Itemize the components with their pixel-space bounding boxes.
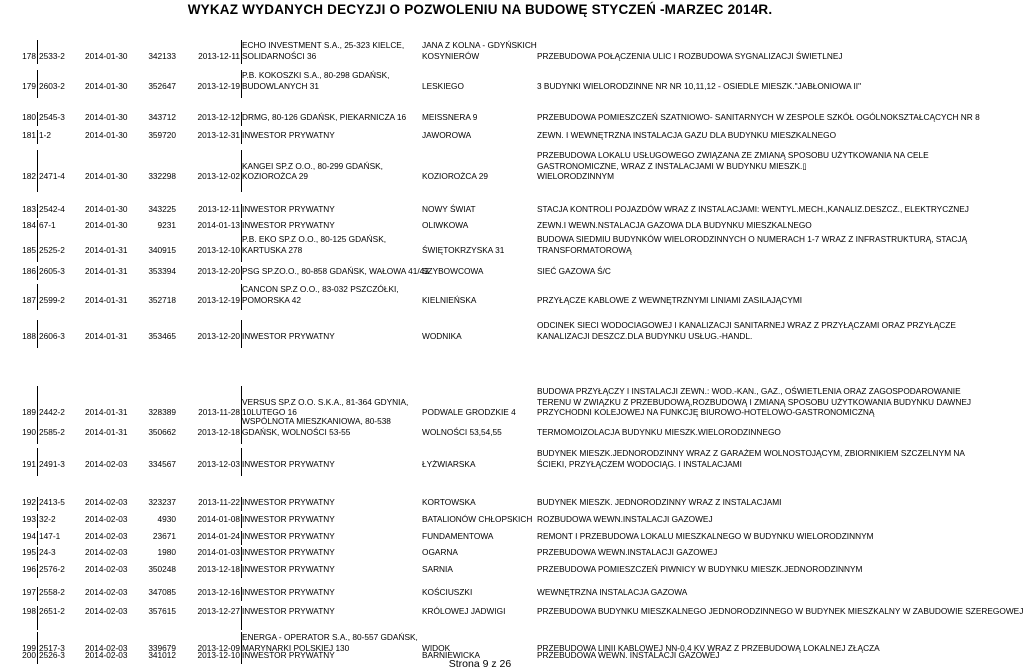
investor-line: WSPÓLNOTA MIESZKANIOWA, 80-538 — [242, 416, 391, 426]
issue-date: 2014-01-30 — [85, 171, 128, 181]
case-number: 2651-2 — [39, 606, 65, 616]
location-line: OLIWKOWA — [422, 220, 469, 230]
description-line: BUDOWA SIEDMIU BUDYNKÓW WIELORODZINNYCH O NUMERACH 1-7 WRAZ Z INFRASTRUKTURĄ, STACJĄ — [537, 234, 968, 244]
issue-date: 2014-01-30 — [85, 80, 128, 91]
issue-date: 2014-01-30 — [85, 130, 128, 140]
column-divider — [37, 564, 38, 578]
row-number: 197 — [22, 587, 36, 597]
issue-date: 2014-01-31 — [85, 244, 128, 255]
description-line: PRZEBUDOWA POMIESZCZEŃ SZATNIOWO- SANITARNYCH W ZESPOLE SZKÓŁ OGÓLNOKSZTAŁCĄCYCH NR 8 — [537, 112, 980, 122]
description-line: BUDOWA PRZYŁĄCZY I INSTALACJI ZEWN.: WOD.-KAN., GAZ., OŚWIETLENIA ORAZ ZAGOSPODAROWANIE — [537, 386, 961, 396]
investor-line: INWESTOR PRYWATNY — [242, 650, 335, 660]
decision-date: 2013-12-11 — [198, 50, 240, 61]
decision-number: 334567 — [148, 458, 176, 469]
issue-date: 2014-02-03 — [85, 606, 128, 616]
investor-line: BUDOWLANYCH 31 — [242, 80, 319, 91]
column-divider — [37, 606, 38, 630]
case-number: 2533-2 — [39, 50, 65, 61]
decision-date: 2013-12-19 — [197, 80, 240, 91]
investor-line: GDAŃSK, WOLNOŚCI 53-55 — [242, 426, 351, 437]
page-title: WYKAZ WYDANYCH DECYZJI O POZWOLENIU NA BUDOWĘ STYCZEŃ -MARZEC 2014R. — [187, 2, 773, 17]
location-line: JAWOROWA — [422, 130, 472, 140]
issue-date: 2014-01-30 — [85, 112, 128, 122]
description-line: WIELORODZINNYM — [537, 171, 614, 181]
column-divider — [37, 514, 38, 528]
column-divider — [37, 204, 38, 218]
decision-number: 328389 — [148, 407, 176, 417]
description-line: ŚCIEKI, PRZYŁĄCZEM WODOCIĄG. I INSTALACJAMI — [537, 458, 742, 469]
case-number: 2545-3 — [39, 112, 65, 122]
column-divider — [37, 40, 38, 64]
row-number: 193 — [22, 514, 36, 524]
decision-number: 353465 — [148, 330, 176, 341]
column-divider — [37, 220, 38, 234]
decision-number: 353394 — [148, 266, 176, 276]
decision-date: 2013-12-18 — [197, 426, 240, 437]
location-line: BATALIONÓW CHŁOPSKICH — [422, 514, 533, 524]
table-row — [22, 284, 958, 310]
case-number: 2491-3 — [39, 458, 65, 469]
row-number: 192 — [22, 497, 36, 507]
table-row — [22, 150, 958, 192]
case-number: 2525-2 — [39, 244, 65, 255]
location-line: WODNIKA — [422, 330, 462, 341]
row-number: 187 — [22, 294, 36, 305]
row-number: 183 — [22, 204, 36, 214]
decision-number: 4930 — [157, 514, 176, 524]
row-number: 199 — [22, 642, 36, 653]
investor-line: PSG SP.ZO.O., 80-858 GDAŃSK, WAŁOWA 41/43 — [242, 266, 429, 276]
issue-date: 2014-02-03 — [85, 547, 128, 557]
decision-date: 2013-12-20 — [197, 330, 240, 341]
column-divider — [37, 547, 38, 561]
table-row — [22, 606, 1023, 630]
column-divider — [37, 531, 38, 545]
row-number: 191 — [22, 458, 36, 469]
investor-line: DRMG, 80-126 GDAŃSK, PIEKARNICZA 16 — [242, 112, 407, 122]
decision-number: 352718 — [148, 294, 176, 305]
description-line: PRZYCHODNI KOLEJOWEJ NA FUNKCJĘ BIUROWO-HOTELOWO-GASTRONOMICZNĄ — [537, 407, 875, 417]
decision-number: 359720 — [148, 130, 176, 140]
investor-line: INWESTOR PRYWATNY — [242, 330, 335, 341]
investor-line: POMORSKA 42 — [242, 294, 302, 305]
table-row — [22, 220, 958, 234]
table-row — [22, 234, 968, 262]
location-line: MEISSNERA 9 — [422, 112, 478, 122]
location-line: LESKIEGO — [422, 80, 464, 91]
location-line: ŁYŻWIARSKA — [422, 458, 476, 469]
investor-line: INWESTOR PRYWATNY — [242, 220, 335, 230]
table-row — [22, 204, 969, 218]
decision-date: 2013-12-12 — [197, 112, 240, 122]
decision-number: 1980 — [157, 547, 176, 557]
table-row — [22, 416, 958, 444]
issue-date: 2014-01-31 — [85, 294, 128, 305]
description-line: TERENU W ZWIĄZKU Z PRZEBUDOWĄ,ROZBUDOWĄ I ZMIANĄ SPOSOBU UŻYTKOWANIA BUDYNKU DAWNEJ — [537, 396, 972, 407]
investor-line: INWESTOR PRYWATNY — [242, 514, 335, 524]
description-line: TRANSFORMATOROWĄ — [537, 244, 632, 255]
decision-number: 339679 — [148, 642, 176, 653]
description-line: TERMOMOIZOLACJA BUDYNKU MIESZK.WIELORODZINNEGO — [537, 426, 781, 437]
column-divider — [37, 234, 38, 262]
table-row — [22, 564, 958, 578]
issue-date: 2014-02-03 — [85, 497, 128, 507]
column-divider — [37, 70, 38, 98]
column-divider — [37, 112, 38, 126]
row-number: 178 — [22, 50, 36, 61]
table-row — [22, 587, 958, 601]
row-number: 186 — [22, 266, 36, 276]
row-number: 195 — [22, 547, 36, 557]
decision-date: 2013-12-20 — [197, 266, 240, 276]
location-line: OGARNA — [422, 547, 458, 557]
location-line: KORTOWSKA — [422, 497, 476, 507]
issue-date: 2014-02-03 — [85, 531, 128, 541]
case-number: 2576-2 — [39, 564, 65, 574]
location-line: WOLNOŚCI 53,54,55 — [422, 426, 502, 437]
description-line: STACJA KONTROLI POJAZDÓW WRAZ Z INSTALACJAMI: WENTYL.MECH.,KANALIZ.DESZCZ., ELEKTRYCZNEJ — [537, 204, 969, 214]
issue-date: 2014-02-03 — [85, 650, 128, 660]
case-number: 2599-2 — [39, 294, 65, 305]
location-line: KOZIOROŻCA 29 — [422, 171, 488, 181]
location-line: KOŚCIUSZKI — [422, 587, 473, 597]
case-number: 2517-3 — [39, 642, 65, 653]
decision-date: 2013-12-31 — [197, 130, 240, 140]
location-line: SARNIA — [422, 564, 453, 574]
decision-number: 323237 — [148, 497, 176, 507]
decision-number: 350662 — [148, 426, 176, 437]
decision-number: 342133 — [148, 50, 176, 61]
description-line: ROZBUDOWA WEWN.INSTALACJI GAZOWEJ — [537, 514, 713, 524]
issue-date: 2014-02-03 — [85, 514, 128, 524]
row-number: 179 — [22, 80, 36, 91]
location-line: JANA Z KOLNA - GDYŃSKICH — [422, 40, 537, 50]
decision-date: 2013-11-22 — [198, 497, 240, 507]
investor-line: P.B. KOKOSZKI S.A., 80-298 GDAŃSK, — [242, 70, 390, 80]
table-row — [22, 448, 965, 476]
case-number: 2526-3 — [39, 650, 65, 660]
page-footer: Strona 9 z 26 — [448, 658, 512, 670]
decision-date: 2014-01-13 — [197, 220, 240, 230]
investor-line: 10LUTEGO 16 — [242, 407, 297, 417]
case-number: 2558-2 — [39, 587, 65, 597]
location-line: KOSYNIERÓW — [422, 50, 480, 61]
description-line: WEWNĘTRZNA INSTALACJA GAZOWA — [537, 587, 688, 597]
issue-date: 2014-02-03 — [85, 564, 128, 574]
table-row — [22, 40, 958, 64]
location-line: FUNDAMENTOWA — [422, 531, 494, 541]
decision-date: 2013-11-28 — [198, 407, 240, 417]
issue-date: 2014-01-31 — [85, 426, 128, 437]
investor-line: INWESTOR PRYWATNY — [242, 606, 335, 616]
decision-number: 347085 — [148, 587, 176, 597]
issue-date: 2014-01-30 — [85, 204, 128, 214]
decision-number: 332298 — [148, 171, 176, 181]
column-divider — [37, 587, 38, 601]
table-row — [22, 547, 958, 561]
column-divider — [37, 150, 38, 192]
description-line: SIEĆ GAZOWA Ś/C — [537, 266, 611, 276]
case-number: 32-2 — [39, 514, 56, 524]
decision-number: 352647 — [148, 80, 176, 91]
investor-line: INWESTOR PRYWATNY — [242, 497, 335, 507]
issue-date: 2014-01-30 — [85, 220, 128, 230]
table-row — [22, 320, 958, 348]
table-row — [22, 130, 958, 144]
description-line: PRZEBUDOWA LOKALU USŁUGOWEGO ZWIĄZANA ZE ZMIANĄ SPOSOBU UŻYTKOWANIA NA CELE — [537, 150, 929, 160]
row-number: 181 — [22, 130, 36, 140]
table-row — [22, 531, 958, 545]
investor-line: KANGEI SP.Z O.O., 80-299 GDAŃSK, — [242, 160, 383, 171]
decision-number: 23671 — [152, 531, 176, 541]
column-divider — [37, 266, 38, 280]
table-row — [22, 266, 958, 280]
investor-line: INWESTOR PRYWATNY — [242, 564, 335, 574]
row-number: 180 — [22, 112, 36, 122]
decision-date: 2014-01-08 — [197, 514, 240, 524]
location-line: NOWY ŚWIAT — [422, 204, 476, 214]
location-line: ŚWIĘTOKRZYSKA 31 — [422, 244, 505, 255]
investor-line: CANCON SP.Z O.O., 83-032 PSZCZÓŁKI, — [242, 284, 399, 294]
row-number: 190 — [22, 426, 36, 437]
case-number: 2585-2 — [39, 426, 65, 437]
location-line: KRÓLOWEJ JADWIGI — [422, 606, 506, 616]
column-divider — [37, 284, 38, 310]
case-number: 2413-5 — [39, 497, 65, 507]
location-line: SZYBOWCOWA — [422, 266, 484, 276]
issue-date: 2014-01-31 — [85, 330, 128, 341]
decision-number: 357615 — [148, 606, 176, 616]
investor-line: MARYNARKI POLSKIEJ 130 — [242, 642, 350, 653]
row-number: 188 — [22, 330, 36, 341]
description-line: 3 BUDYNKI WIELORODZINNE NR NR 10,11,12 - OSIEDLE MIESZK."JABŁONIOWA II" — [537, 80, 862, 91]
decision-number: 343225 — [148, 204, 176, 214]
issue-date: 2014-02-03 — [85, 587, 128, 597]
row-number: 200 — [22, 650, 36, 660]
decision-number: 350248 — [148, 564, 176, 574]
investor-line: INWESTOR PRYWATNY — [242, 587, 335, 597]
description-line: PRZEBUDOWA WEWN. INSTALACJI GAZOWEJ — [537, 650, 720, 660]
case-number: 2605-3 — [39, 266, 65, 276]
investor-line: INWESTOR PRYWATNY — [242, 204, 335, 214]
row-number: 185 — [22, 244, 36, 255]
decision-date: 2013-12-27 — [197, 606, 240, 616]
location-line: BARNIEWICKA — [422, 650, 481, 660]
decision-date: 2013-12-19 — [197, 294, 240, 305]
investor-line: P.B. EKO SP.Z O.O., 80-125 GDAŃSK, — [242, 234, 387, 244]
issue-date: 2014-01-31 — [85, 266, 128, 276]
description-line: BUDYNEK MIESZK.JEDNORODZINNY WRAZ Z GARAŻEM WOLNOSTOJĄCYM, ZBIORNIKIEM SZCZELNYM NA — [537, 448, 965, 458]
column-divider — [37, 448, 38, 476]
description-line: PRZEBUDOWA BUDYNKU MIESZKALNEGO JEDNORODZINNEGO W BUDYNEK MIESZKALNY W ZABUDOWIE SZEREGOWEJ — [537, 606, 1023, 616]
case-number: 24-3 — [39, 547, 56, 557]
column-divider — [37, 416, 38, 444]
row-number: 198 — [22, 606, 36, 616]
description-line: PRZEBUDOWA POŁĄCZENIA ULIC I ROZBUDOWA SYGNALIZACJI ŚWIETLNEJ — [537, 50, 843, 61]
column-divider — [37, 320, 38, 348]
decision-date: 2013-12-10 — [197, 650, 240, 660]
decision-date: 2013-12-03 — [197, 458, 240, 469]
description-line: REMONT I PRZEBUDOWA LOKALU MIESZKALNEGO W BUDYNKU WIELORODZINNYM — [537, 531, 874, 541]
investor-line: INWESTOR PRYWATNY — [242, 458, 335, 469]
column-divider — [37, 497, 38, 511]
case-number: 2442-2 — [39, 407, 65, 417]
decision-date: 2013-12-02 — [197, 171, 240, 181]
row-number: 194 — [22, 531, 36, 541]
location-line: WIDOK — [422, 642, 451, 653]
decision-date: 2014-01-24 — [197, 531, 240, 541]
case-number: 2542-4 — [39, 204, 65, 214]
table-row — [22, 70, 958, 98]
case-number: 1-2 — [39, 130, 51, 140]
description-line: PRZYŁĄCZE KABLOWE Z WEWNĘTRZNYMI LINIAMI ZASILAJĄCYMI — [537, 294, 803, 305]
row-number: 184 — [22, 220, 36, 230]
decision-date: 2013-12-09 — [197, 642, 240, 653]
issue-date: 2014-01-31 — [85, 407, 128, 417]
table-row — [22, 514, 958, 528]
location-line: PODWALE GRODZKIE 4 — [422, 407, 516, 417]
case-number: 2603-2 — [39, 80, 65, 91]
decision-date: 2013-12-10 — [197, 244, 240, 255]
investor-line: SOLIDARNOŚCI 36 — [242, 50, 317, 61]
issue-date: 2014-02-03 — [85, 458, 128, 469]
description-line: PRZEBUDOWA POMIESZCZEŃ PIWNICY W BUDYNKU MIESZK.JEDNORODZINNYM — [537, 564, 863, 574]
investor-line: ECHO INVESTMENT S.A., 25-323 KIELCE, — [242, 40, 405, 50]
row-number: 182 — [22, 171, 36, 181]
case-number: 67-1 — [39, 220, 56, 230]
description-line: ZEWN.I WEWN.NSTALACJA GAZOWA DLA BUDYNKU MIESZKALNEGO — [537, 220, 812, 230]
decision-date: 2013-12-18 — [197, 564, 240, 574]
column-divider — [37, 130, 38, 144]
location-line: KIELNIEŃSKA — [422, 294, 477, 305]
description-line: GASTRONOMICZNE, WRAZ Z INSTALACJAMI W BUDYNKU MIESZK.▯ — [537, 160, 807, 171]
decision-date: 2014-01-03 — [197, 547, 240, 557]
investor-line: ENERGA - OPERATOR S.A., 80-557 GDAŃSK, — [242, 632, 418, 642]
decision-date: 2013-12-16 — [197, 587, 240, 597]
description-line: BUDYNEK MIESZK. JEDNORODZINNY WRAZ Z INSTALACJAMI — [537, 497, 782, 507]
issue-date: 2014-01-30 — [85, 50, 128, 61]
description-line: PRZEBUDOWA LINII KABLOWEJ NN-0,4 KV WRAZ Z PRZEBUDOWĄ LOKALNEJ ZŁĄCZA — [537, 642, 880, 653]
description-line: KANALIZACJI DESZCZ.DLA BUDYNKU USŁUG.-HANDL. — [537, 330, 753, 341]
investor-line: INWESTOR PRYWATNY — [242, 531, 335, 541]
row-number: 196 — [22, 564, 36, 574]
investor-line: INWESTOR PRYWATNY — [242, 547, 335, 557]
row-number: 189 — [22, 407, 36, 417]
decision-date: 2013-12-11 — [198, 204, 240, 214]
description-line: ODCINEK SIECI WODOCIAGOWEJ I KANALIZACJI SANITARNEJ WRAZ Z PRZYŁĄCZAMI ORAZ PRZYŁĄCZE — [537, 320, 956, 330]
decision-number: 9231 — [157, 220, 176, 230]
description-line: ZEWN. I WEWNĘTRZNA INSTALACJA GAZU DLA BUDYNKU MIESZKALNEGO — [537, 130, 837, 140]
investor-line: KOZIOROŻCA 29 — [242, 171, 308, 181]
table-row — [22, 497, 958, 511]
investor-line: KARTUSKA 278 — [242, 244, 303, 255]
case-number: 147-1 — [39, 531, 61, 541]
decision-number: 341012 — [148, 650, 176, 660]
investor-line: INWESTOR PRYWATNY — [242, 130, 335, 140]
investor-line: VERSUS SP.Z O.O. S.K.A., 81-364 GDYNIA, — [242, 396, 409, 407]
case-number: 2606-3 — [39, 330, 65, 341]
issue-date: 2014-02-03 — [85, 642, 128, 653]
decision-number: 343712 — [148, 112, 176, 122]
table-row — [22, 112, 980, 126]
decision-number: 340915 — [148, 244, 176, 255]
description-line: PRZEBUDOWA WEWN.INSTALACJI GAZOWEJ — [537, 547, 718, 557]
case-number: 2471-4 — [39, 171, 65, 181]
